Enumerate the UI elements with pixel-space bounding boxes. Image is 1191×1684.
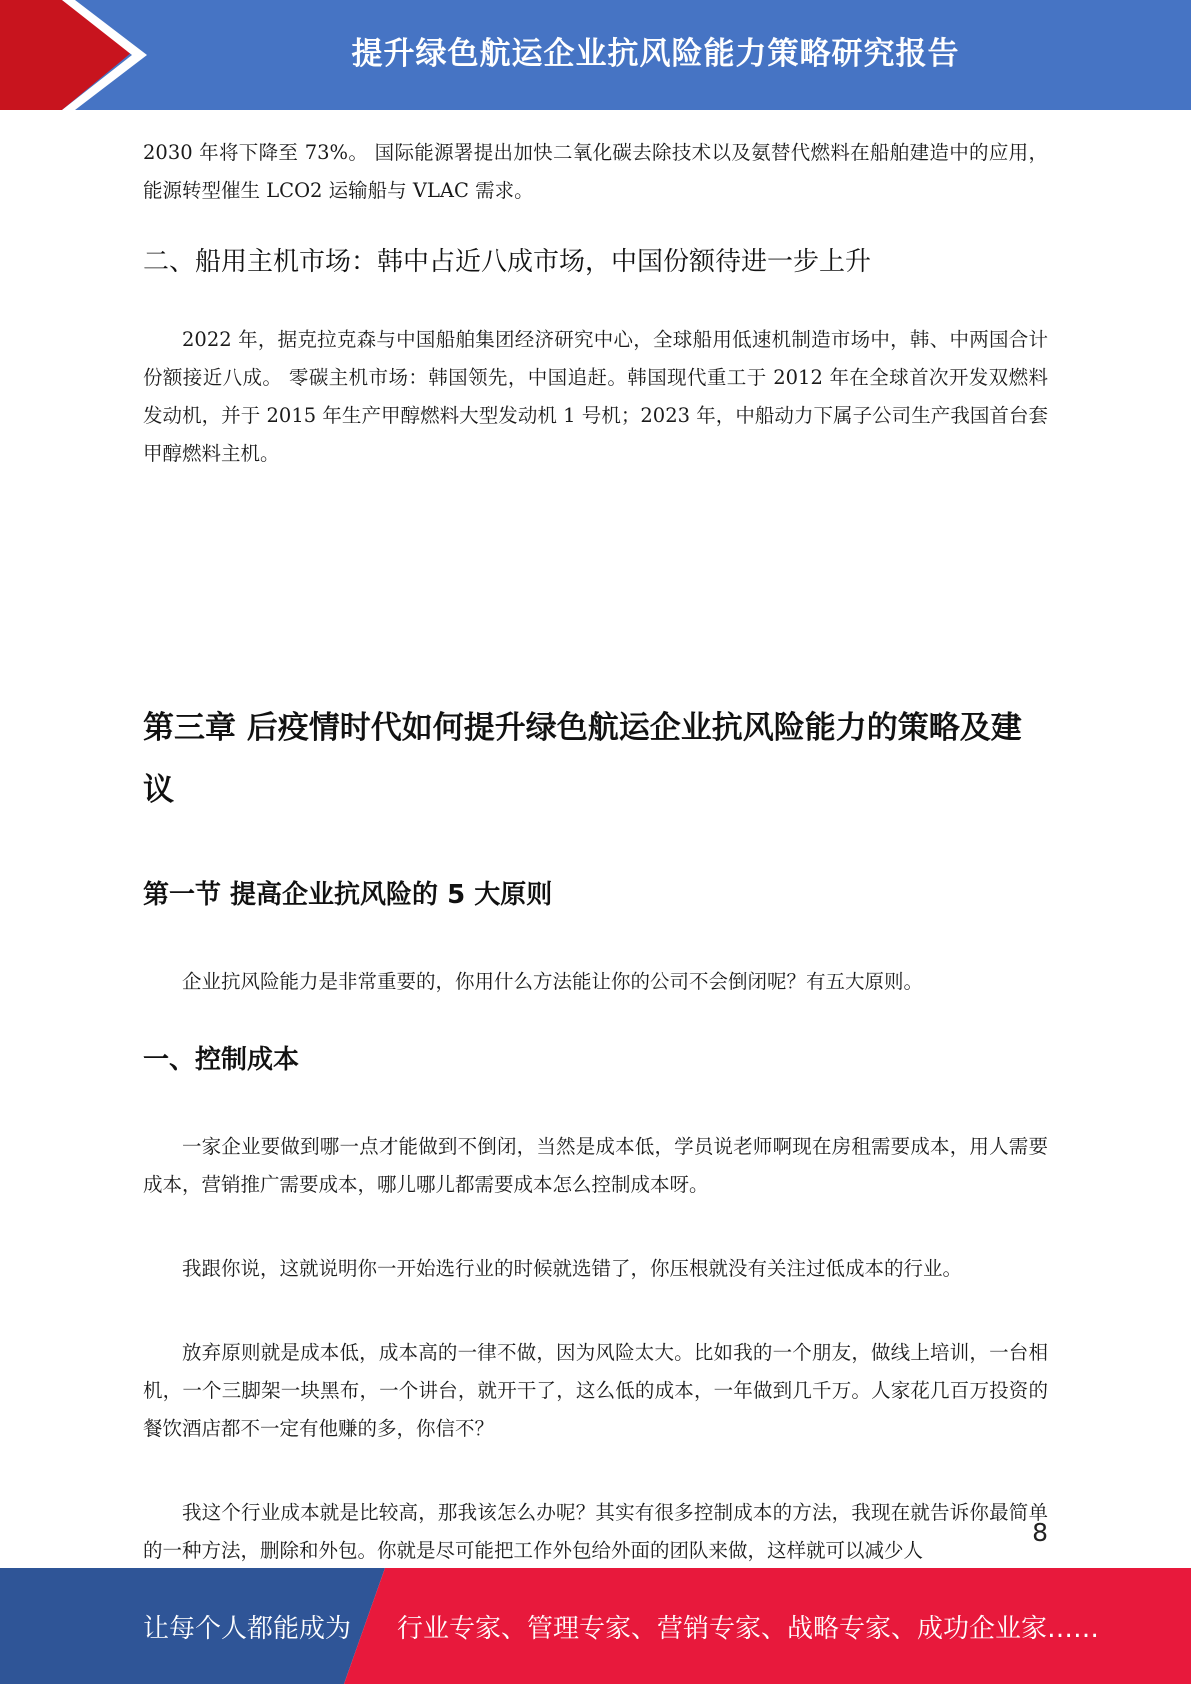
footer-slogan-left: 让每个人都能成为 (143, 1613, 352, 1644)
intro-paragraph: 2030 年将下降至 73%。 国际能源署提出加快二氧化碳去除技术以及氨替代燃料在船舶建造中的应用，能源转型催生 LCO2 运输船与 VLAC 需求。 (143, 141, 1048, 202)
chapter-title: 第三章 后疫情时代如何提升绿色航运企业抗风险能力的策略及建议 (143, 710, 1022, 808)
footer-slogan-right: 行业专家、管理专家、营销专家、战略专家、成功企业家…… (397, 1613, 1100, 1644)
cost-paragraph-3: 放弃原则就是成本低，成本高的一律不做，因为风险太大。比如我的一个朋友，做线上培训，一台相机，一个三脚架一块黑布，一个讲台，就开干了，这么低的成本，一年做到几千万。人家花几百万投资的餐饮酒店都不一定有他赚的多，你信不？ (143, 1341, 1048, 1440)
cost-paragraph-4: 我这个行业成本就是比较高，那我该怎么办呢？其实有很多控制成本的方法，我现在就告诉你最简单的一种方法，删除和外包。你就是尽可能把工作外包给外面的团队来做，这样就可以减少人 (143, 1501, 1048, 1562)
page-header (0, 0, 1191, 110)
page-number: 8 (1032, 1518, 1048, 1547)
cost-paragraph-1: 一家企业要做到哪一点才能做到不倒闭，当然是成本低，学员说老师啊现在房租需要成本，用人需要成本，营销推广需要成本，哪儿哪儿都需要成本怎么控制成本呀。 (143, 1135, 1048, 1196)
page-content (143, 134, 1048, 1570)
engine-market-heading: 二、船用主机市场：韩中占近八成市场，中国份额待进一步上升 (143, 247, 872, 277)
section-title: 第一节 提高企业抗风险的 5 大原则 (143, 880, 553, 910)
engine-market-paragraph: 2022 年，据克拉克森与中国船舶集团经济研究中心，全球船用低速机制造市场中，韩、中两国合计份额接近八成。 零碳主机市场：韩国领先，中国追赶。韩国现代重工于 2012 年在全球首次开发双燃料发动机，并于 2015 年生产甲醇燃料大型发动机 1 号机；2023 年，中船动力下属子公司生产我国首台套甲醇燃料主机。 (143, 328, 1048, 465)
cost-control-heading: 一、控制成本 (143, 1045, 300, 1075)
page-footer (0, 1568, 1191, 1684)
cost-paragraph-2: 我跟你说，这就说明你一开始选行业的时候就选错了，你压根就没有关注过低成本的行业。 (182, 1257, 963, 1280)
report-title: 提升绿色航运企业抗风险能力策略研究报告 (351, 35, 960, 72)
section-intro-paragraph: 企业抗风险能力是非常重要的，你用什么方法能让你的公司不会倒闭呢？有五大原则。 (182, 970, 924, 993)
